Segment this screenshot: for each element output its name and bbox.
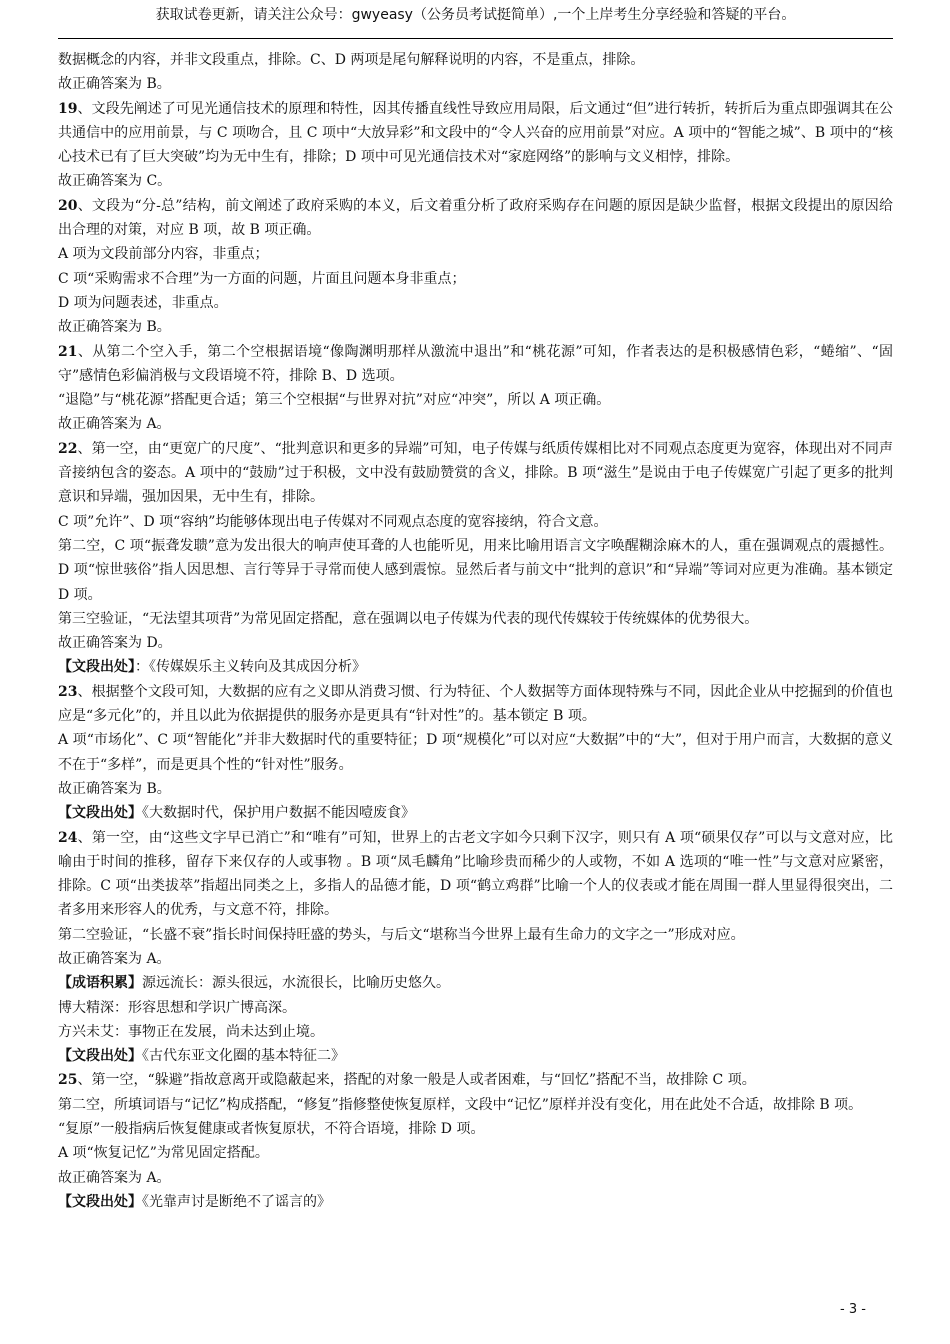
question-number: 24	[58, 829, 78, 846]
paragraph-text: 故正确答案为 D。	[58, 635, 172, 652]
question-number: 23	[58, 683, 78, 700]
text-paragraph	[58, 267, 893, 291]
paragraph-text: A 项“市场化”、C 项“智能化”并非大数据时代的重要特征；D 项“规模化”可以对应“大数据”中的“大”，但对于用户而言，大数据的意义不在于“多样”，而是更具个性的“针对性”服务。	[58, 732, 893, 773]
paragraph-text: 故正确答案为 A。	[58, 1169, 171, 1186]
section-tag: 【文段出处】	[58, 1193, 142, 1210]
paragraph-text: 、第一空，由“更宽广的尺度”、“批判意识和更多的异端”可知，电子传媒与纸质传媒相比对不同观点态度更为宽容，体现出对不同声音接纳包含的姿态。A 项中的“鼓励”过于积极，文中没有鼓励赞赏的含义，排除。B 项“滋生”是说由于电子传媒宽广引起了更多的批判意识和异端，强加因果，无中生有，排除。	[58, 440, 893, 506]
text-paragraph	[58, 777, 893, 801]
paragraph-text: 、文段为“分-总”结构，前文阐述了政府采购的本义，后文着重分析了政府采购存在问题的原因是缺少监督，根据文段提出的原因给出合理的对策，对应 B 项，故 B 项正确。	[58, 197, 893, 239]
paragraph-text: 、从第二个空入手，第二个空根据语境“像陶渊明那样从激流中退出”和“桃花源”可知，作者表达的是积极感情色彩，“蜷缩”、“固守”感情色彩偏消极与文段语境不符，排除 B、D 选项。	[58, 343, 893, 384]
paragraph-text: 、文段先阐述了可见光通信技术的原理和特性，因其传播直线性导致应用局限，后文通过“但”进行转折，转折后为重点即强调其在公共通信中的应用前景，与 C 项吻合，且 C 项中“大放异彩”和文段中的“令人兴奋的应用前景”对应。A 项中的“智能之城”、B 项中的“核心技术已有了巨大突破”均为无中生有，排除；D 项中可见光通信技术对“家庭网络”的影响与文义相悖，排除。	[58, 100, 893, 166]
annotation-paragraph	[58, 655, 893, 679]
paragraph-text: 《古代东亚文化圈的基本特征二》	[142, 1048, 345, 1065]
paragraph-text: “复原”一般指病后恢复健康或者恢复原状，不符合语境，排除 D 项。	[58, 1121, 485, 1138]
text-paragraph	[58, 1020, 893, 1044]
page-number: - 3 -	[840, 1302, 866, 1317]
paragraph-text: 故正确答案为 A。	[58, 950, 171, 967]
question-explanation	[58, 1068, 893, 1092]
paragraph-text: A 项为文段前部分内容，非重点；	[58, 246, 269, 263]
paragraph-text: 、第一空，由“这些文字早已消亡”和“唯有”可知，世界上的古老文字如今只剩下汉字，则只有 A 项“硕果仅存”可以与文意对应，比喻由于时间的推移，留存下来仅存的人或事物 。B 项“凤毛麟角”比喻珍贵而稀少的人或物，不如 A 选项的“唯一性”与文意对应紧密，排除。C 项“出类拔萃”指超出同类之上，多指人的品德才能，D 项“鹤立鸡群”比喻一个人的仪表或才能在周围一群人里显得很突出，二者多用来形容人的优秀，与文意不符，排除。	[58, 829, 893, 919]
text-paragraph	[58, 1141, 893, 1165]
question-number: 19	[58, 100, 78, 117]
question-explanation	[58, 826, 893, 923]
section-tag: 【文段出处】	[58, 1048, 142, 1065]
question-explanation	[58, 194, 893, 243]
text-paragraph	[58, 1093, 893, 1117]
paragraph-text: 故正确答案为 B。	[58, 319, 171, 336]
text-paragraph	[58, 996, 893, 1020]
paragraph-text: 故正确答案为 C。	[58, 173, 172, 190]
paragraph-text: D 项为问题表述，非重点。	[58, 294, 228, 311]
question-explanation	[58, 680, 893, 729]
paragraph-text: 数据概念的内容，并非文段重点，排除。C、D 两项是尾句解释说明的内容，不是重点，排除。	[58, 52, 645, 68]
text-paragraph	[58, 510, 893, 534]
text-paragraph	[58, 388, 893, 412]
question-number: 20	[58, 197, 78, 214]
text-paragraph	[58, 728, 893, 777]
text-paragraph	[58, 947, 893, 971]
paragraph-text: “退隐”与“桃花源”搭配更合适；第三个空根据“与世界对抗”对应“冲突”，所以 A 项正确。	[58, 392, 611, 409]
paragraph-text: 、根据整个文段可知，大数据的应有之义即从消费习惯、行为特征、个人数据等方面体现特殊与不同，因此企业从中挖掘到的价值也应是“多元化”的，并且以此为依据提供的服务亦是更具有“针对性”的。基本锁定 B 项。	[58, 683, 893, 725]
text-paragraph	[58, 48, 893, 72]
paragraph-text: 方兴未艾：事物正在发展，尚未达到止境。	[58, 1023, 324, 1040]
paragraph-text: 、第一空，“躲避”指故意离开或隐蔽起来，搭配的对象一般是人或者困难，与“回忆”搭配不当，故排除 C 项。	[77, 1072, 756, 1089]
paragraph-text: 《大数据时代，保护用户数据不能因噎废食》	[142, 805, 415, 822]
page-header: 获取试卷更新，请关注公众号：gwyeasy（公务员考试挺简单）,一个上岸考生分享经验和答疑的平台。	[58, 0, 893, 39]
annotation-paragraph	[58, 1190, 893, 1214]
paragraph-text: 故正确答案为 A。	[58, 416, 171, 433]
paragraph-text: C 项”允许”、D 项“容纳”均能够体现出电子传媒对不同观点态度的宽容接纳，符合文意。	[58, 513, 608, 530]
paragraph-text: 故正确答案为 B。	[58, 780, 171, 797]
paragraph-text: 第二空，C 项“振聋发聩”意为发出很大的响声使耳聋的人也能听见，用来比喻用语言文字唤醒糊涂麻木的人，重在强调观点的震撼性。D 项“惊世骇俗”指人因思想、言行等异于寻常而使人感到震惊。显然后者与前文中“批判的意识”和“异端”等词对应更为准确。基本锁定 D 项。	[58, 537, 893, 603]
question-explanation	[58, 437, 893, 510]
document-body	[58, 48, 893, 1214]
paragraph-text: ：《传媒娱乐主义转向及其成因分析》	[135, 659, 366, 676]
paragraph-text: 《光靠声讨是断绝不了谣言的》	[142, 1193, 331, 1210]
paragraph-text: 第二空，所填词语与“记忆”构成搭配，“修复”指修整使恢复原样，文段中“记忆”原样并没有变化，用在此处不合适，故排除 B 项。	[58, 1096, 863, 1113]
text-paragraph	[58, 169, 893, 193]
question-number: 21	[58, 343, 78, 360]
question-explanation	[58, 97, 893, 170]
annotation-paragraph	[58, 971, 893, 995]
text-paragraph	[58, 1117, 893, 1141]
text-paragraph	[58, 631, 893, 655]
paragraph-text: C 项“采购需求不合理”为一方面的问题，片面且问题本身非重点；	[58, 270, 466, 287]
question-number: 25	[58, 1072, 78, 1089]
annotation-paragraph	[58, 801, 893, 825]
text-paragraph	[58, 315, 893, 339]
question-explanation	[58, 340, 893, 389]
text-paragraph	[58, 291, 893, 315]
text-paragraph	[58, 923, 893, 947]
section-tag: 【文段出处】	[58, 659, 135, 676]
question-number: 22	[58, 440, 78, 457]
text-paragraph	[58, 412, 893, 436]
paragraph-text: A 项“恢复记忆”为常见固定搭配。	[58, 1145, 269, 1162]
text-paragraph	[58, 534, 893, 607]
section-tag: 【文段出处】	[58, 805, 142, 822]
paragraph-text: 第二空验证，“长盛不衰”指长时间保持旺盛的势头，与后文“堪称当今世界上最有生命力的文字之一”形成对应。	[58, 926, 745, 943]
paragraph-text: 第三空验证，“无法望其项背”为常见固定搭配，意在强调以电子传媒为代表的现代传媒较于传统媒体的优势很大。	[58, 610, 759, 627]
text-paragraph	[58, 72, 893, 96]
text-paragraph	[58, 242, 893, 266]
section-tag: 【成语积累】	[58, 975, 142, 992]
paragraph-text: 故正确答案为 B。	[58, 76, 171, 93]
paragraph-text: 博大精深：形容思想和学识广博高深。	[58, 999, 296, 1016]
text-paragraph	[58, 1166, 893, 1190]
text-paragraph	[58, 607, 893, 631]
paragraph-text: 源远流长：源头很远，水流很长，比喻历史悠久。	[142, 975, 450, 992]
annotation-paragraph	[58, 1044, 893, 1068]
